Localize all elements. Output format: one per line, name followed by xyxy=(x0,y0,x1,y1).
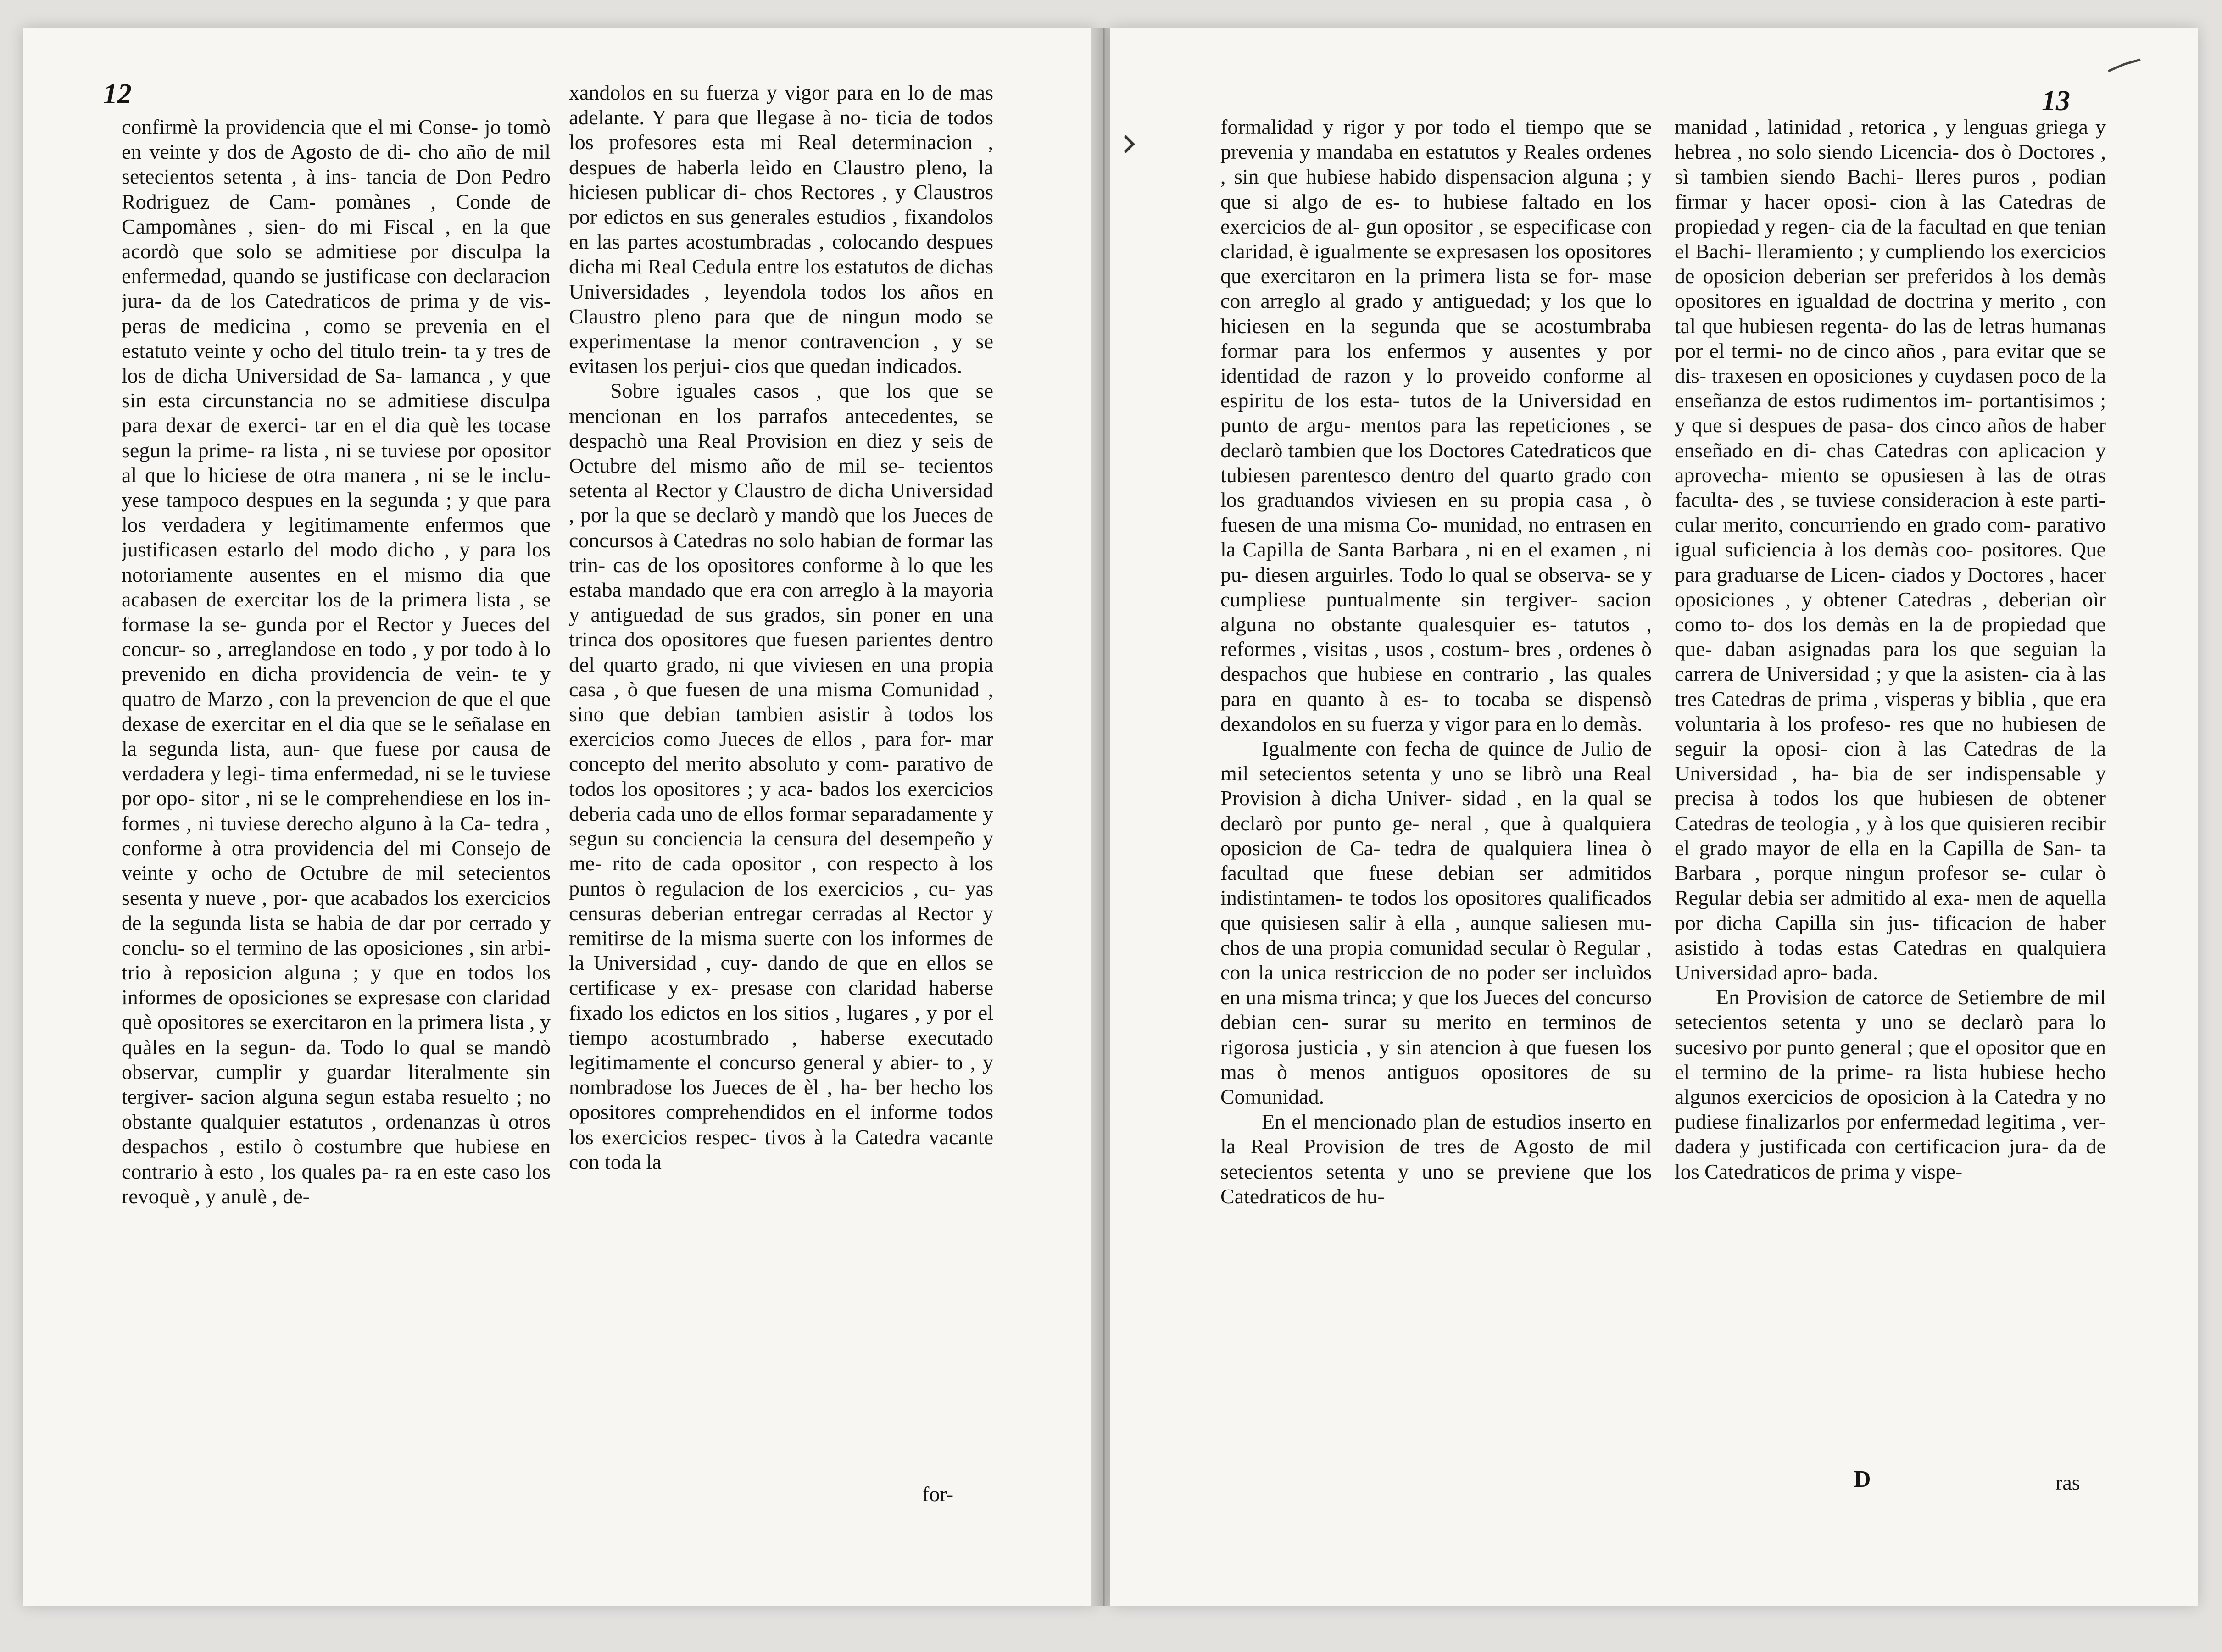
paragraph: formalidad y rigor y por todo el tiempo que se prevenia y mandaba en estatutos y Reales ordenes , sin que hubiese habido dispensacion alguna ; y que si algo de es- to hubiese faltado en los exercicios de al- gun opositor , se especificase con claridad, è igualmente se expresasen los opositores que exercitaron en la primera lista se for- mase con arreglo al grado y antiguedad; y los que lo hiciesen en la segunda que se acostumbraba formar para los enfermos y ausentes y por identidad de razon y lo proveido conforme al espiritu de los esta- tutos de la Universidad en punto de argu- mentos para las repeticiones , se declarò tambien que los Doctores Catedraticos que tubiesen parentesco dentro del quarto grado con los graduandos viviesen en su propia casa , ò fuesen de una misma Co- munidad, no entrasen en la Capilla de Santa Barbara , ni en el examen , ni pu- diesen arguirles. Todo lo qual se observa- se y cumpliese puntualmente sin tergiver- sacion alguna no obstante qualesquier es- tatutos , reformes , visitas , usos , costum- bres , ordenes ò despachos que hubiese en contrario , las quales para en quanto à es- to tocaba se dispensò dexandolos en su fuerza y vigor para en lo demàs. xyxy=(1220,115,1652,735)
left-page-column-2 xyxy=(569,80,993,1484)
left-page-number: 12 xyxy=(103,78,132,110)
left-catchword: for- xyxy=(922,1482,954,1506)
right-catchword: ras xyxy=(2055,1471,2080,1494)
right-page-column-2 xyxy=(1675,115,2106,1482)
paragraph: Sobre iguales casos , que los que se mencionan en los parrafos antecedentes, se despachò una Real Provision en diez y seis de Octubre del mismo año de mil se- tecientos setenta al Rector y Claustro de dicha Universidad , por la que se declarò y mandò que los Jueces de concursos à Catedras no solo habian de formar las trin- cas de los opositores conforme à lo que les estaba mandado que era con arreglo à la mayoria y antiguedad de sus grados, sin poner en una trinca dos opositores que fuesen parientes dentro del quarto grado, ni que viviesen en una propia casa , ò que fuesen de una misma Comunidad , sino que debian tambien asistir à todos los exercicios como Jueces de ellos , para for- mar concepto del merito absoluto y com- parativo de todos los opositores ; y aca- bados los exercicios deberia cada uno de ellos formar separadamente y segun su conciencia la censura del desempeño y me- rito de cada opositor , con respecto à los puntos ò regulacion de los exercicios , cu- yas censuras deberian entregar cerradas al Rector y remitirse de la misma suerte con los informes de la Universidad , cuy- dando de que en ellos se certificase y ex- presase con claridad haberse fixado los edictos en los sitios , lugares , y por el tiempo acostumbrado , haberse executado legitimamente el concurso general y abier- to , y nombradose los Jueces de èl , ha- ber hecho los opositores comprehendidos en el informe todos los exercicios respec- tivos à la Catedra vacante con toda la xyxy=(569,379,993,1174)
paragraph: En Provision de catorce de Setiembre de mil setecientos setenta y uno se declarò para lo sucesivo por punto general ; que el opositor que en el termino de la prime- ra lista hubiese hecho algunos exercicios de oposicion à la Catedra y no pudiese finalizarlos por enfermedad legitima , ver- dadera y justificada con certificacion jura- da de los Catedraticos de prima y vispe- xyxy=(1675,985,2106,1183)
paragraph: manidad , latinidad , retorica , y lenguas griega y hebrea , no solo siendo Licencia- dos ò Doctores , sì tambien siendo Bachi- lleres puros , podian firmar y hacer oposi- cion à las Catedras de propiedad y regen- cia de la facultad en que tenian el Bachi- lleramiento ; y cumpliendo los exercicios de oposicion deberian ser preferidos à los demàs opositores en igualdad de doctrina y merito , con tal que hubiesen regenta- do las de letras humanas por el termi- no de cinco años , para evitar que se dis- traxesen en oposiciones y cuydasen poco de la enseñanza de estos rudimentos im- portantisimos ; y que si despues de pasa- dos cinco años de haber enseñado en di- chas Catedras con aplicacion y aprovecha- miento se opusiesen à las de otras faculta- des , se tuviese consideracion à este parti- cular merito, concurriendo en grado com- parativo igual suficiencia à los demàs coo- positores. Que para graduarse de Licen- ciados y Doctores , hacer oposiciones , y obtener Catedras , deberian oìr como to- dos los demàs en la de propiedad que que- daban asignadas para los que seguian la carrera de Universidad ; y que la asisten- cia à las tres Catedras de prima , visperas y biblia , que era voluntaria à los profeso- res que no hubiesen de seguir la oposi- cion à las Catedras de la Universidad , ha- bia de ser indispensable y precisa à todos los que hubiesen de obtener Catedras de teologia , y à los que quisieren recibir el grado mayor de ella en la Capilla de San- ta Barbara , porque ningun profesor se- cular ò Regular debia ser admitido al exa- men de aquella por dicha Capilla sin jus- tificacion de haber asistido à todas estas Catedras en qualquiera Universidad apro- bada. xyxy=(1675,115,2106,984)
right-page-number: 13 xyxy=(2042,85,2070,117)
paragraph: xandolos en su fuerza y vigor para en lo de mas adelante. Y para que llegase à no- ticia de todos los profesores esta mi Real determinacion , despues de haberla leìdo en Claustro pleno, la hiciesen publicar di- chos Rectores , y Claustros por edictos en sus generales estudios , fixandolos en las partes acostumbradas , colocando despues dicha mi Real Cedula entre los estatutos de dichas Universidades , leyendola todos los años en Claustro pleno para que de ningun modo se experimentase la menor contravencion , y se evitasen los perjui- cios que quedan indicados. xyxy=(569,81,993,378)
paragraph: confirmè la providencia que el mi Conse- jo tomò en veinte y dos de Agosto de di- cho año de mil setecientos setenta , à ins- tancia de Don Pedro Rodriguez de Cam- pomànes , Conde de Campomànes , sien- do mi Fiscal , en la que acordò que solo se admitiese por disculpa la enfermedad, quando se justificase con declaracion jura- da de los Catedraticos de prima y de vis- peras de medicina , como se prevenia en el estatuto veinte y ocho del titulo trein- ta y tres de los de dicha Universidad de Sa- lamanca , y que sin esta circunstancia no se admitiese disculpa para dexar de exerci- tar en el dia què les tocase segun la prime- ra lista , ni se tuviese por opositor al que lo hiciese de otra manera , ni se le inclu- yese tampoco despues en la segunda ; y que para los verdadera y legitimamente enfermos que justificasen estarlo del modo dicho , y para los notoriamente ausentes en el mismo dia que acabasen de exercitar los de la primera lista , se formase la se- gunda por el Rector y Jueces del concur- so , arreglandose en todo , y por todo à lo prevenido en dicha providencia de vein- te y quatro de Marzo , con la prevencion de que el que dexase de exercitar en el dia que se le señalase en la segunda lista, aun- que fuese por causa de verdadera y legi- tima enfermedad, ni se le tuviese por opo- sitor , ni se le comprehendiese en los in- formes , ni tuviese derecho alguno à la Ca- tedra , conforme à otra providencia del mi Consejo de veinte y ocho de Octubre de mil setecientos sesenta y nueve , por- que acabados los exercicios de la segunda lista se habia de dar por cerrado y conclu- so el termino de las oposiciones , sin arbi- trio à reposicion alguna ; y que en todos los informes de oposiciones se expresase con claridad què opositores se exercitaron en la primera lista , y quàles en la segun- da. Todo lo qual se mandò observar, cumplir y guardar literalmente sin tergiver- sacion alguna segun estaba resuelto ; no obstante qualquier estatutos , ordenanzas ù otros despachos , estilo ò costumbre que hubiese en contrario à esto , los quales pa- ra en este caso los revoquè , y anulè , de- xyxy=(122,115,551,1208)
signature-mark: D xyxy=(1854,1466,1871,1492)
paragraph: En el mencionado plan de estudios inserto en la Real Provision de tres de Agosto de mil setecientos setenta y uno se previene que los Catedraticos de hu- xyxy=(1220,1110,1652,1208)
corner-tick-icon xyxy=(2106,55,2143,83)
right-page-column-1 xyxy=(1220,115,1652,1482)
left-page-column-1 xyxy=(122,115,551,1482)
paragraph: Igualmente con fecha de quince de Julio de mil setecientos setenta y uno se librò una Real Provision à dicha Univer- sidad , en la qual se declarò por punto ge- neral , que à qualquiera oposicion de Ca- tedra de qualquiera linea ò facultad que fuese debian ser admitidos indistintamen- te todos los opositores qualificados que quisiesen salir à ella , aunque saliesen mu- chos de una propia comunidad secular ò Regular , con la unica restriccion de no poder ser incluìdos en una misma trinca; y que los Jueces del concurso debian cen- surar su merito en terminos de rigorosa justicia , y sin atencion à que fuesen los mas ò menos antiguos opositores de su Comunidad. xyxy=(1220,737,1652,1108)
